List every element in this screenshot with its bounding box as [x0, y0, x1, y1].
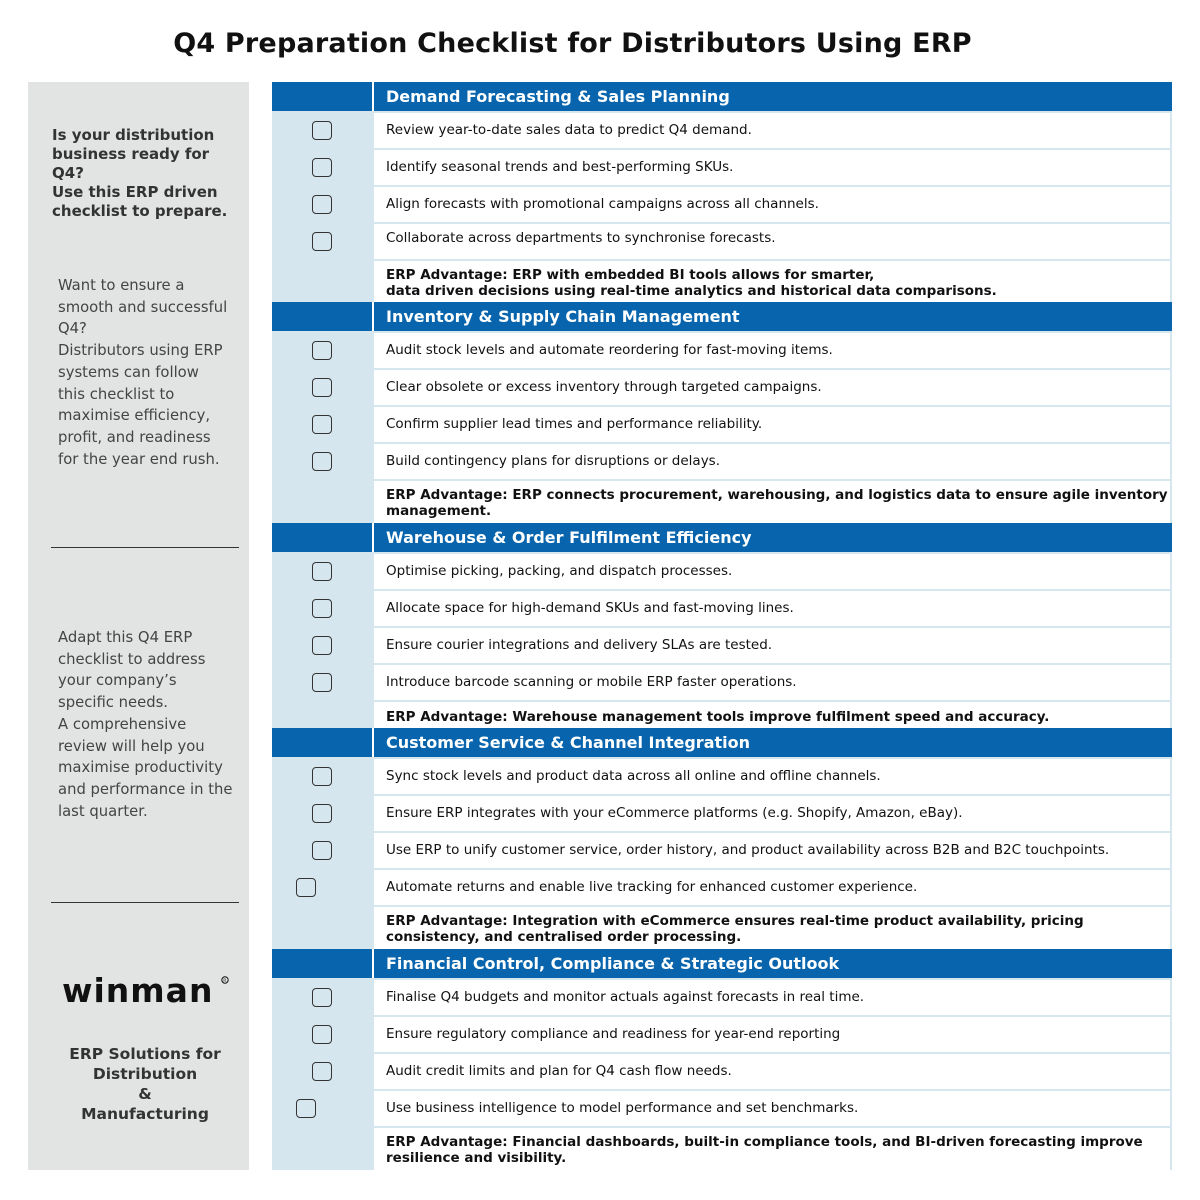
erp-advantage-row [374, 481, 1170, 525]
checklist-item-text: Identify seasonal trends and best-performing SKUs. [386, 158, 734, 175]
column-divider [372, 82, 374, 111]
section-heading: Financial Control, Compliance & Strategic Outlook [386, 954, 840, 973]
column-divider [372, 728, 374, 757]
checklist-item-text: Review year-to-date sales data to predict Q4 demand. [386, 121, 752, 138]
column-divider [372, 949, 374, 978]
erp-advantage-line: ERP Advantage: ERP connects procurement, warehousing, and logistics data to ensure agile inventory [386, 486, 1168, 503]
sidebar-text-line: and performance in the [58, 780, 233, 798]
sidebar-intro-line: Is your distribution [52, 126, 215, 144]
section-heading: Warehouse & Order Fulfilment Efficiency [386, 528, 752, 547]
checklist-checkbox[interactable] [312, 804, 332, 823]
column-divider [372, 302, 374, 331]
erp-advantage-line: consistency, and centralised order processing. [386, 928, 742, 945]
checklist-checkbox[interactable] [312, 988, 332, 1007]
checklist-item [374, 591, 1170, 627]
checklist-checkbox[interactable] [296, 878, 316, 897]
logo-tagline-line: & [138, 1085, 152, 1103]
erp-advantage-row [374, 702, 1170, 731]
checklist-item-text: Ensure regulatory compliance and readiness for year-end reporting [386, 1025, 841, 1042]
checklist-item [374, 665, 1170, 701]
checklist-item-text: Use business intelligence to model performance and set benchmarks. [386, 1099, 859, 1116]
checklist-checkbox[interactable] [312, 841, 332, 860]
erp-advantage-text [386, 709, 1049, 725]
erp-advantage-row [374, 261, 1170, 306]
sidebar-text-line: Adapt this Q4 ERP [58, 629, 193, 646]
checklist-checkbox[interactable] [312, 1025, 332, 1044]
logo-tagline-line: ERP Solutions for [69, 1045, 221, 1063]
section-heading: Inventory & Supply Chain Management [386, 307, 740, 326]
checklist-item-text: Ensure courier integrations and delivery SLAs are tested. [386, 636, 773, 653]
checklist-item [374, 796, 1170, 832]
erp-advantage-line: ERP Advantage: Integration with eCommerce ensures real-time product availability, pricing [386, 912, 1084, 929]
checklist-checkbox[interactable] [312, 452, 332, 471]
checklist-item-text: Collaborate across departments to synchronise forecasts. [386, 229, 776, 246]
sidebar-intro-line: Use this ERP driven [52, 183, 218, 201]
checklist-checkbox[interactable] [312, 767, 332, 786]
checklist-item [374, 833, 1170, 869]
sidebar-text-line: your company’s [58, 672, 177, 690]
svg-text:R: R [223, 979, 227, 984]
checklist-item [374, 980, 1170, 1016]
page-title: Q4 Preparation Checklist for Distributors Using ERP [173, 28, 972, 59]
checklist-checkbox[interactable] [312, 158, 332, 177]
checklist-item-text: Audit stock levels and automate reordering for fast-moving items. [386, 341, 833, 358]
erp-advantage-text [386, 487, 1168, 519]
checklist-item [374, 1091, 1170, 1127]
sidebar-text-line: profit, and readiness [58, 428, 211, 446]
sidebar-text-line: last quarter. [58, 802, 148, 820]
checklist-item-text: Allocate space for high-demand SKUs and fast-moving lines. [386, 599, 794, 616]
checklist-checkbox[interactable] [312, 636, 332, 655]
sidebar-text-line: maximise productivity [58, 759, 223, 777]
sidebar-divider [51, 902, 239, 903]
checklist-item [374, 150, 1170, 186]
sidebar-text-line: for the year end rush. [58, 450, 220, 468]
checklist-item [374, 628, 1170, 664]
checklist-item [374, 224, 1170, 260]
sidebar-intro-line: business ready for [52, 145, 210, 163]
erp-advantage-text [386, 267, 997, 299]
checklist-checkbox[interactable] [296, 1099, 316, 1118]
checklist-item-text: Align forecasts with promotional campaigns across all channels. [386, 195, 819, 212]
checklist-item [374, 1017, 1170, 1053]
erp-advantage-text [386, 913, 1084, 945]
checklist-checkbox[interactable] [312, 378, 332, 397]
sidebar-text-line: smooth and successful [58, 298, 228, 316]
checklist-item-text: Confirm supplier lead times and performance reliability. [386, 415, 763, 432]
checklist-item-text: Ensure ERP integrates with your eCommerce platforms (e.g. Shopify, Amazon, eBay). [386, 804, 963, 821]
checklist-checkbox[interactable] [312, 562, 332, 581]
checklist-item-text: Automate returns and enable live tracking for enhanced customer experience. [386, 878, 918, 895]
sidebar-divider [51, 547, 239, 548]
sidebar-intro-line: checklist to prepare. [52, 202, 228, 220]
checklist-item-text: Clear obsolete or excess inventory through targeted campaigns. [386, 378, 822, 395]
checklist-item-text: Sync stock levels and product data across all online and offline channels. [386, 767, 881, 784]
logo-tagline-line: Manufacturing [81, 1105, 209, 1123]
section-heading: Customer Service & Channel Integration [386, 733, 751, 752]
sidebar-paragraph-2 [58, 627, 243, 822]
sidebar-text-line: review will help you [58, 737, 205, 755]
sidebar-text-line: maximise efficiency, [58, 407, 211, 425]
erp-advantage-text [386, 1134, 1143, 1166]
erp-advantage-line: ERP Advantage: Warehouse management tools improve fulfilment speed and accuracy. [386, 708, 1050, 725]
logo-tagline [28, 1044, 262, 1124]
sidebar-text-line: A comprehensive [58, 715, 187, 733]
erp-advantage-line: data driven decisions using real-time analytics and historical data comparisons. [386, 282, 997, 299]
checklist-item-text: Use ERP to unify customer service, order history, and product availability across B2B and B2C touchpoints. [386, 841, 1110, 858]
checklist-item [374, 1054, 1170, 1090]
checklist-item [374, 370, 1170, 406]
checklist-checkbox[interactable] [312, 195, 332, 214]
checklist-checkbox[interactable] [312, 341, 332, 360]
erp-advantage-row [374, 907, 1170, 952]
checklist-item [374, 554, 1170, 590]
checklist-checkbox[interactable] [312, 673, 332, 692]
checklist-item-text: Introduce barcode scanning or mobile ERP faster operations. [386, 673, 797, 690]
erp-advantage-line: ERP Advantage: ERP with embedded BI tools allows for smarter, [386, 266, 875, 283]
sidebar-intro [52, 126, 242, 221]
winman-logo [62, 975, 232, 1013]
checklist-checkbox[interactable] [312, 415, 332, 434]
column-divider [372, 523, 374, 552]
checklist-item [374, 407, 1170, 443]
erp-advantage-line: resilience and visibility. [386, 1149, 567, 1166]
sidebar-text-line: systems can follow [58, 363, 199, 381]
checklist-item-text: Audit credit limits and plan for Q4 cash flow needs. [386, 1062, 732, 1079]
erp-advantage-row [374, 1128, 1170, 1173]
sidebar-intro-line: Q4? [52, 164, 84, 182]
checklist-item-text: Build contingency plans for disruptions or delays. [386, 452, 721, 469]
checklist-item-text: Optimise picking, packing, and dispatch processes. [386, 562, 733, 579]
sidebar-text-line: checklist to address [58, 650, 206, 668]
section-header [272, 82, 1172, 111]
checklist-item [374, 759, 1170, 795]
checklist-item [374, 444, 1170, 480]
checklist-item [374, 187, 1170, 223]
sidebar-text-line: Want to ensure a [58, 277, 185, 294]
checklist-checkbox[interactable] [312, 121, 332, 140]
sidebar-text-line: specific needs. [58, 694, 169, 712]
checklist-checkbox[interactable] [312, 599, 332, 618]
section-heading: Demand Forecasting & Sales Planning [386, 87, 730, 106]
sidebar-text-line: this checklist to [58, 385, 175, 403]
checklist-checkbox[interactable] [312, 1062, 332, 1081]
checklist-item [374, 113, 1170, 149]
section-header [272, 949, 1172, 978]
section-header [272, 302, 1172, 331]
checklist-table [272, 82, 1172, 1170]
section-header [272, 728, 1172, 757]
erp-advantage-line: ERP Advantage: Financial dashboards, built-in compliance tools, and BI-driven forecasting improve [386, 1133, 1143, 1150]
sidebar-text-line: Q4? [58, 320, 87, 338]
sidebar-text-line: Distributors using ERP [58, 342, 223, 360]
logo-wordmark: winman [62, 975, 214, 1009]
section-header [272, 523, 1172, 552]
checklist-item-text: Finalise Q4 budgets and monitor actuals against forecasts in real time. [386, 988, 865, 1005]
erp-advantage-line: management. [386, 502, 492, 519]
checklist-item [374, 870, 1170, 906]
sidebar-paragraph-1 [58, 275, 243, 470]
checklist-checkbox[interactable] [312, 232, 332, 251]
logo-tagline-line: Distribution [92, 1065, 198, 1083]
sidebar [28, 82, 249, 1170]
checklist-item [374, 333, 1170, 369]
